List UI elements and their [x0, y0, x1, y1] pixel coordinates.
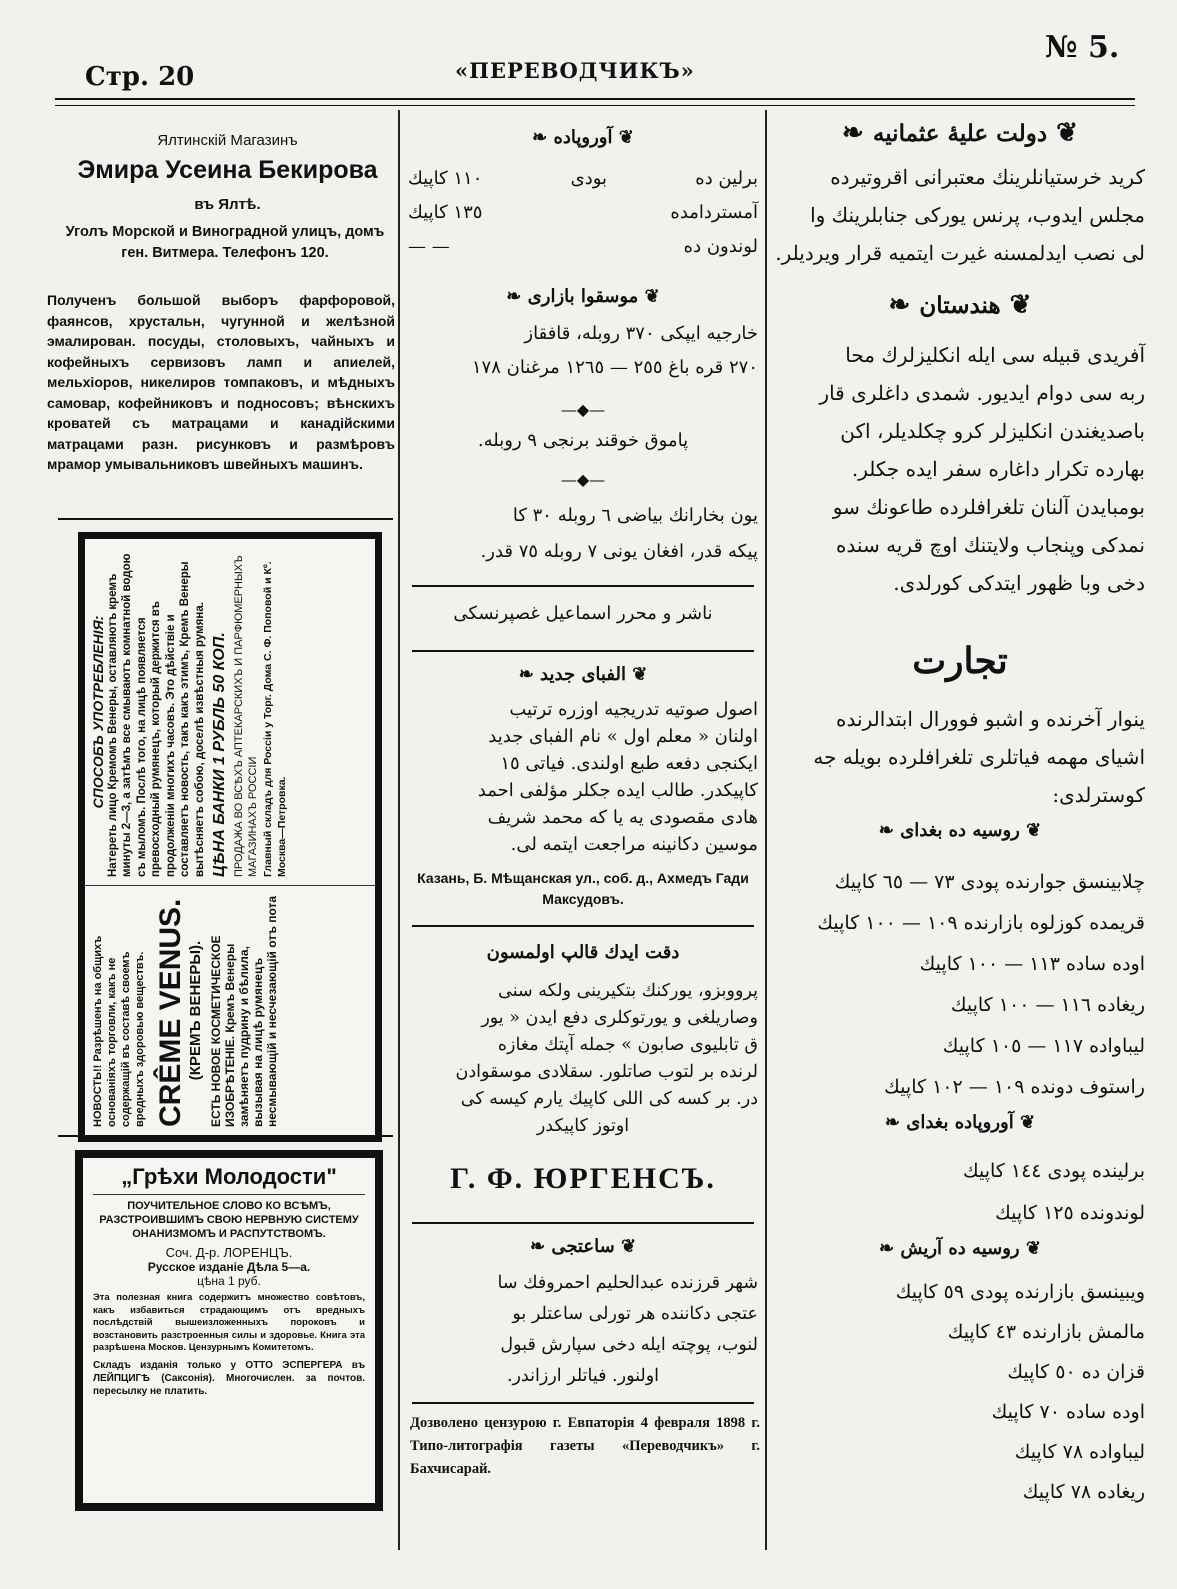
price-row: اوده ساده ١١٣ — ١٠٠ كاپيك [919, 953, 1145, 975]
ottoman-heading: ❦ دولت عليهٔ عثمانيه ❧ [842, 118, 1078, 148]
diamond-separator-icon: —◆— [560, 400, 606, 419]
venus-depot: Главный складъ для Россіи у Торг. Дома С. Ф. Поповой и Кº. Москва—Петровка. [261, 561, 288, 877]
cotton-price: پاموق خوقند برنجى ٩ روبله. [477, 430, 689, 451]
shop-address: Уголъ Морской и Виноградной улицъ, домъ ген. Витмера. Телефонъ 120. [65, 224, 385, 261]
price-row: ريغاده ٧٨ كاپيك [1022, 1481, 1145, 1503]
price-row: آمستردامده ١٣٥ كاپيك [408, 202, 758, 223]
price-row: ليباواده ١١٧ — ١٠٥ كاپيك [942, 1035, 1145, 1057]
left-divider-1 [58, 518, 393, 520]
venus-method-title: СПОСОБЪ УПОТРЕБЛЕНІЯ: [90, 615, 106, 809]
venus-description: ЕСТЬ НОВОЕ КОСМЕТИЧЕСКОЕ ИЗОБРѢТЕНІЕ. Кремъ Венеры замѣняетъ пудрину и бѣлила, вызывая на лицѣ румянецъ несмывающій и несчезающій отъ пота [209, 895, 279, 1127]
grehi-title: „Грѣхи Молодости" [93, 1164, 365, 1195]
ottoman-body: كريد خرستيانلرينك معتبرانى اقروتيرده مجلس ايدوب، پرنس يوركى جنابلرينك وا لى نصب ايدلمسنه غيرت ايتميه قرار ويرديلر. [775, 165, 1145, 265]
left-divider-2 [58, 1135, 393, 1137]
shop-name: Эмира Усеина Бекирова [77, 156, 378, 184]
ornament-icon: ❧ [532, 127, 554, 148]
ornament-icon: ❧ [518, 664, 541, 685]
ornament-icon: ❧ [506, 286, 528, 307]
venus-price: ЦѢНА БАНКИ 1 РУБЛЬ 50 КОП. [211, 632, 228, 877]
ornament-icon: ❦ [612, 127, 634, 148]
ornament-icon: ❧ [878, 820, 901, 841]
venus-brand-sub: (КРЕМЪ ВЕНЕРЫ). [187, 940, 204, 1081]
ornament-icon: ❦ [614, 1236, 637, 1257]
ornament-icon: ❧ [529, 1236, 552, 1257]
europe-wheat-prices [775, 1150, 1145, 1234]
creme-venus-advert [78, 532, 382, 1142]
diamond-separator-icon: —◆— [560, 470, 606, 489]
price-row: برلينده پودى ١٤٤ كاپيك [962, 1160, 1145, 1182]
price-row: برلين ده بودى ١١٠ كاپيك [408, 168, 758, 189]
publisher-line: ناشر و محرر اسماعيل غصپرنسكى [453, 603, 713, 624]
column-divider-right [765, 110, 767, 1550]
ornament-icon: ❧ [879, 1238, 901, 1259]
ornament-icon: ❦ [638, 286, 660, 307]
wool-line-2: پيكه قدر، افغان يونى ٧ روبله ٧٥ قدر. [480, 541, 758, 562]
newspaper-title: «ПЕРЕВОДЧИКЪ» [455, 58, 695, 83]
price-row: قزان ده ٥٠ كاپيك [1007, 1361, 1145, 1383]
alifba-body: اصول صوتيه تدريجيه اوزره ترتيب اولنان « معلم اول » نام الفباى جديد ايكنجى دفعه طبع اولندى. فياتى ١٥ كاپيكدر. طالب ايده جكلر مؤلفى احمد هادى مقصودى يه يا كه محمد شريف موسين دكانينه مراجعت ايتمه لى. [477, 699, 758, 855]
europe-prices-heading: ❦ آوروپاده ❧ [532, 127, 634, 148]
venus-sale: ПРОДАЖА ВО ВСѢХЪ АПТЕКАРСКИХЪ И ПАРФЮМЕРНЫХЪ МАГАЗИНАХЪ РОССІИ [232, 555, 259, 877]
russia-wheat-heading: ❦ روسيه ده بغداى ❧ [878, 820, 1042, 841]
price-row: راستوف دونده ١٠٩ — ١٠٢ كاپيك [884, 1076, 1145, 1098]
grehi-body: Эта полезная книга содержитъ множество совѣтовъ, какъ избавиться страдающимъ отъ вредныхъ послѣдствій вышеизложенныхъ пороковъ и возстановить разстроенныя силы и здоровье. Книга эта разрѣшена Москов. Цензурнымъ Комитетомъ. [93, 1292, 365, 1353]
venus-method-text: Натереть лицо Кремомъ Венеры, оставляютъ кремъ минуты 2—3, а затѣмъ все смываютъ комнатной водою съ мыломъ. Послѣ того, на лицѣ появляется превосходный румянецъ, который держится въ продолженіи многихъ часовъ. Это дѣйствіе и составляетъ новость, такъ какъ этимъ, Кремъ Венеры вытѣсняетъ собою, доселѣ извѣстныя румяна. [106, 553, 206, 877]
europe-prices-table [408, 162, 758, 264]
header-rule-2 [55, 105, 1135, 106]
moscow-line-2: ٢٧٠ قره باغ ٢٥٥ — ١٢٦٥ مرغنان ١٧٨ [471, 357, 758, 378]
price-row: لوندونده ١٢٥ كاپيك [995, 1202, 1145, 1224]
trade-body: ينوار آخرنده و اشبو فوورال ابتدالرنده اشياى مهمه فياتلرى تلغرافلرده بويله جه كوسترلدى: [813, 707, 1145, 807]
grehi-price: цѣна 1 руб. [197, 1274, 261, 1288]
shop-city: въ Ялтѣ. [194, 196, 261, 213]
ornament-icon: ❦ [1047, 118, 1078, 148]
issue-number: № 5. [1045, 30, 1120, 65]
censor-imprint: Дозволено цензурою г. Евпаторія 4 февраля 1898 г. Типо-литографія газеты «Переводчикъ» г. Бахчисарай. [410, 1415, 760, 1477]
alifba-heading: ❦ الفباى جديد ❧ [518, 664, 648, 685]
page-number: Стр. 20 [85, 62, 195, 92]
barley-heading: ❦ روسيه ده آريش ❧ [879, 1238, 1041, 1259]
price-row: مالمش بازارنده ٤٣ كاپيك [947, 1321, 1145, 1343]
price-row: قريمده كوزلوه بازارنده ١٠٩ — ١٠٠ كاپيك [817, 912, 1145, 934]
grehi-molodosti-advert [75, 1150, 383, 1511]
watchmaker-heading: ❦ ساعتجى ❧ [529, 1236, 637, 1257]
venus-novelty: НОВОСТЬ!! Разрѣшенъ на общихъ основаніяхъ торговли, какъ не содержащій въ составѣ своемъ вредныхъ здоровью веществъ. [92, 935, 146, 1127]
india-body: آفريدى قبيله سى ايله انكليزلرك محا ربه سى دوام ايديور. شمدى داغلرى قار باصديغندن انكليزلر كرو چكلديلر، اكن بهارده تكرار داغاره سفر ايده جكلر. بومبايدن آلنان تلغرافلرده طاعونك سو نمدكى وپنجاب ولايتنك اوچ قريه سنده دخى وبا ظهور ايتدكى كورلدى. [819, 343, 1145, 595]
jurgens-name: Г. Ф. ЮРГЕНСЪ. [450, 1162, 716, 1195]
mid-divider-2 [412, 650, 754, 652]
alifba-address: Казань, Б. Мѣщанская ул., соб. д., Ахмедъ Гади Максудовъ. [417, 870, 749, 907]
grehi-subtitle: ПОУЧИТЕЛЬНОЕ СЛОВО КО ВСѢМЪ, РАЗСТРОИВШИМЪ СВОЮ НЕРВНУЮ СИСТЕМУ ОНАНИЗМОМЪ И РАСПУТСТВОМЪ. [99, 1200, 359, 1240]
header-rule [55, 98, 1135, 100]
europe-wheat-heading: ❦ آوروپاده بغداى ❧ [884, 1112, 1036, 1133]
trade-heading: تجارت [912, 640, 1008, 682]
shop-subtitle: Ялтинскій Магазинъ [157, 132, 298, 149]
barley-prices [775, 1272, 1145, 1512]
grehi-edition: Русское изданіе Дѣла 5—а. [147, 1260, 311, 1274]
india-heading: ❦ هندستان ❧ [888, 290, 1032, 320]
ornament-icon: ❦ [1013, 1112, 1036, 1133]
jurgens-heading: دقت ايدك قالپ اولمسون [486, 942, 680, 963]
grehi-store: Складъ изданія только у ОТТО ЭСПЕРГЕРА въ ЛЕЙПЦИГѢ (Саксонія). Многочислен. за почтов. пересылку не платить. [93, 1359, 365, 1397]
grehi-author: Соч. Д-р. ЛОРЕНЦЪ. [165, 1245, 293, 1260]
wool-line-1: يون بخارانك بياضى ٦ روبله ٣٠ كا [512, 505, 758, 526]
ornament-icon: ❦ [1019, 820, 1042, 841]
ornament-icon: ❦ [1019, 1238, 1041, 1259]
moscow-market-heading: ❦ موسقوا بازارى ❧ [506, 286, 660, 307]
moscow-line-1: خارجيه ايپكى ٣٧٠ روبله، قافقاز [524, 323, 758, 344]
watchmaker-body: شهر قرزنده عبدالحليم احمروفك سا عتجى دكاننده هر تورلى ساعتلر بو لنوب، پوچته ايله دخى سپارش قبول اولنور. فياتلر ارزاندر. [497, 1273, 758, 1386]
ornament-icon: ❧ [842, 118, 873, 148]
ornament-icon: ❧ [888, 290, 920, 320]
price-row: اوده ساده ٧٠ كاپيك [991, 1401, 1145, 1423]
price-row: چلابينسق جوارنده پودى ٧٣ — ٦٥ كاپيك [834, 871, 1145, 893]
shop-advert-body: Полученъ большой выборъ фарфоровой, фаянсов, хрустальн, чугунной и желѣзной эмалирован. посуды, столовыхъ, чайныхъ и кофейныхъ сервизовъ ламп и апиелей, мельхіоров, никелиров томпаковъ, и мѣдныхъ самовар, кофейниковъ и подносовъ; вѣнскихъ кроватей съ матрацами и канадійскими матрацами разн. рисунковъ и размѣровъ мрамор умывальниковъ швейныхъ машинъ. [47, 292, 395, 472]
jurgens-body: پرووبزو، يوركنك بتكيرينى ولكه سنى وصاريلغى و يورتوكلرى دفع ايدن « يور ق تابليوى صابون » جمله آپتك مغازه لرنده بر لتوب صاتلور. سقلادى موسقوادن در. بر كسه كى اللى كاپيك يارم كيسه كى اوتوز كاپيكدر [455, 981, 758, 1136]
price-row: ويبينسق بازارنده پودى ٥٩ كاپيك [895, 1281, 1145, 1303]
russia-wheat-prices [775, 862, 1145, 1108]
mid-divider-4 [412, 1222, 754, 1224]
mid-divider-3 [412, 925, 754, 927]
venus-brand: CRÊME VENUS. [154, 898, 187, 1127]
price-row: ريغاده ١١٦ — ١٠٠ كاپيك [950, 994, 1145, 1016]
ornament-icon: ❦ [625, 664, 648, 685]
mid-divider-5 [412, 1402, 754, 1404]
column-divider-left [398, 110, 400, 1550]
price-row: لوندون ده — — [408, 236, 758, 257]
price-row: ليباواده ٧٨ كاپيك [1014, 1441, 1145, 1463]
ornament-icon: ❧ [884, 1112, 907, 1133]
ornament-icon: ❦ [1000, 290, 1032, 320]
mid-divider-1 [412, 585, 754, 587]
